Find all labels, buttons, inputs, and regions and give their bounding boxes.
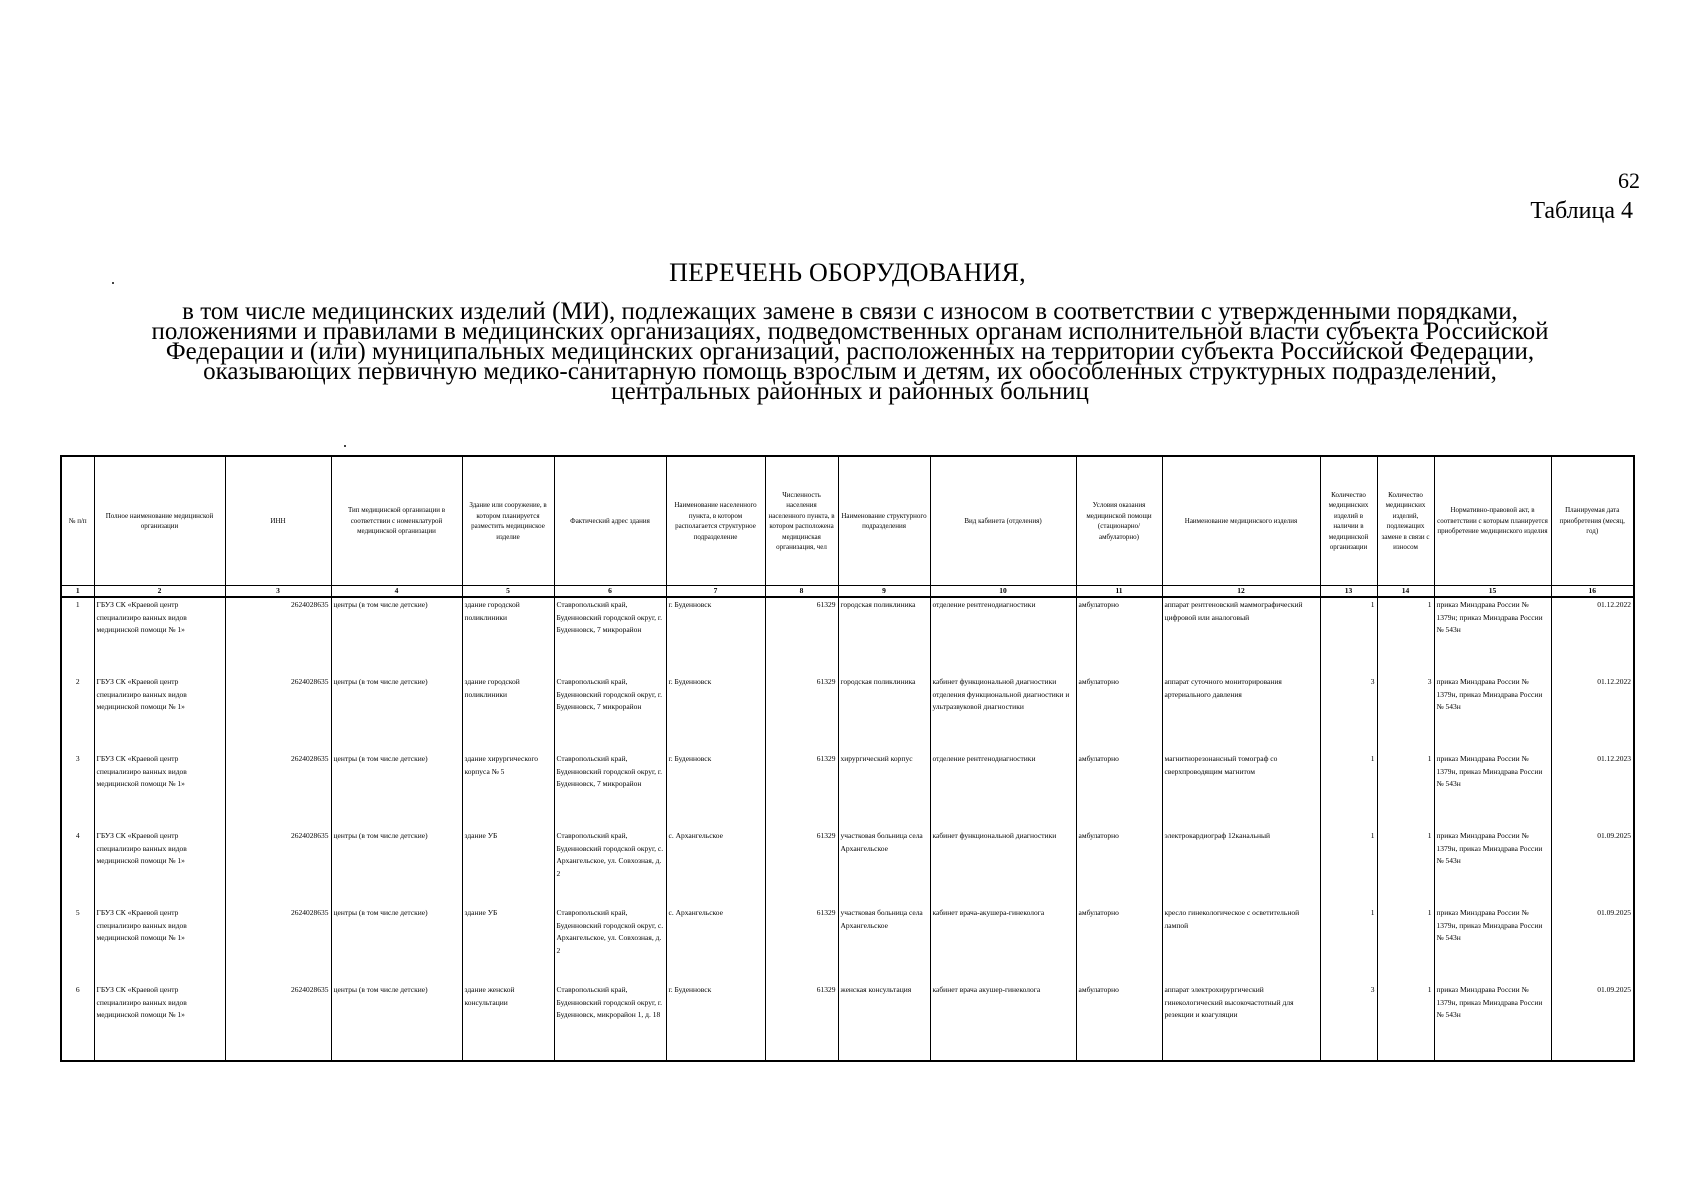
column-number: 3	[225, 586, 331, 598]
header-row	[61, 456, 1634, 586]
count-available-cell: 1	[1320, 829, 1377, 906]
column-header: Нормативно-правовой акт, в соответствии с которым планируется приобретение медицинского изделия	[1434, 456, 1551, 586]
column-number: 9	[838, 586, 930, 598]
purchase-date-cell: 01.12.2022	[1551, 675, 1634, 752]
subdivision-cell: участковая больница села Архангельское	[838, 906, 930, 983]
settlement-cell: г. Буденновск	[666, 675, 765, 752]
subdivision-cell: хирургический корпус	[838, 752, 930, 829]
row-number-cell: 1	[61, 597, 94, 675]
inn-cell: 2624028635	[225, 675, 331, 752]
device-name-cell: кресло гинекологическое с осветительной лампой	[1162, 906, 1320, 983]
column-header: Полное наименование медицинской организации	[94, 456, 225, 586]
column-number: 12	[1162, 586, 1320, 598]
legal-act-cell: приказ Минздрава России № 1379н, приказ Минздрава России № 543н	[1434, 829, 1551, 906]
legal-act-cell: приказ Минздрава России № 1379н, приказ Минздрава России № 543н	[1434, 752, 1551, 829]
org-name-cell: ГБУЗ СК «Краевой центр специализиро ванных видов медицинской помощи № 1»	[94, 829, 225, 906]
care-conditions-cell: амбулаторно	[1076, 752, 1162, 829]
column-header: Условия оказания медицинской помощи (стационарно/амбулаторно)	[1076, 456, 1162, 586]
room-type-cell: кабинет функциональной диагностики	[930, 829, 1076, 906]
population-cell: 61329	[765, 752, 838, 829]
care-conditions-cell: амбулаторно	[1076, 597, 1162, 675]
settlement-cell: г. Буденновск	[666, 597, 765, 675]
care-conditions-cell: амбулаторно	[1076, 906, 1162, 983]
purchase-date-cell: 01.09.2025	[1551, 906, 1634, 983]
device-name-cell: аппарат суточного мониторирования артериального давления	[1162, 675, 1320, 752]
subdivision-cell: городская поликлиника	[838, 675, 930, 752]
column-number: 14	[1377, 586, 1434, 598]
inn-cell: 2624028635	[225, 752, 331, 829]
device-name-cell: аппарат электрохирургический гинекологический высокочастотный для резекции и коагуляции	[1162, 983, 1320, 1061]
scan-speck	[344, 445, 346, 447]
row-number-cell: 3	[61, 752, 94, 829]
address-cell: Ставропольский край, Буденновский городской округ, г. Буденновск, 7 микрорайон	[554, 597, 666, 675]
subtitle-line: оказывающих первичную медико-санитарную помощь взрослым и детям, их обособленных структурных подразделений,	[203, 358, 1497, 385]
column-header: Здание или сооружение, в котором планируется разместить медицинское изделие	[462, 456, 554, 586]
population-cell: 61329	[765, 597, 838, 675]
column-number: 6	[554, 586, 666, 598]
legal-act-cell: приказ Минздрава России № 1379н, приказ Минздрава России № 543н	[1434, 906, 1551, 983]
address-cell: Ставропольский край, Буденновский городской округ, г. Буденновск, микрорайон 1, д. 18	[554, 983, 666, 1061]
column-number: 4	[331, 586, 462, 598]
org-type-cell: центры (в том числе детские)	[331, 983, 462, 1061]
table-row	[61, 675, 1634, 752]
legal-act-cell: приказ Минздрава России № 1379н; приказ Минздрава России № 543н	[1434, 597, 1551, 675]
table-row	[61, 983, 1634, 1061]
column-number: 15	[1434, 586, 1551, 598]
row-number-cell: 4	[61, 829, 94, 906]
page-number: 62	[1618, 168, 1640, 193]
building-cell: здание женской консультации	[462, 983, 554, 1061]
table-row	[61, 829, 1634, 906]
building-cell: здание городской поликлиники	[462, 597, 554, 675]
purchase-date-cell: 01.09.2025	[1551, 829, 1634, 906]
row-number-cell: 6	[61, 983, 94, 1061]
device-name-cell: электрокардиограф 12канальный	[1162, 829, 1320, 906]
building-cell: здание УБ	[462, 829, 554, 906]
count-available-cell: 3	[1320, 983, 1377, 1061]
inn-cell: 2624028635	[225, 829, 331, 906]
row-number-cell: 2	[61, 675, 94, 752]
settlement-cell: с. Архангельское	[666, 829, 765, 906]
room-type-cell: кабинет врача акушер-гинеколога	[930, 983, 1076, 1061]
org-name-cell: ГБУЗ СК «Краевой центр специализиро ванных видов медицинской помощи № 1»	[94, 752, 225, 829]
column-header: Количество медицинских изделий, подлежащих замене в связи с износом	[1377, 456, 1434, 586]
column-number: 13	[1320, 586, 1377, 598]
column-number: 2	[94, 586, 225, 598]
room-type-cell: кабинет врача-акушера-гинеколога	[930, 906, 1076, 983]
address-cell: Ставропольский край, Буденновский городской округ, с. Архангельское, ул. Совхозная, д. 2	[554, 906, 666, 983]
column-header: № п/п	[61, 456, 94, 586]
table-body	[61, 597, 1634, 1061]
org-name-cell: ГБУЗ СК «Краевой центр специализиро ванных видов медицинской помощи № 1»	[94, 675, 225, 752]
count-available-cell: 1	[1320, 597, 1377, 675]
device-name-cell: аппарат рентгеновский маммографический цифровой или аналоговый	[1162, 597, 1320, 675]
scan-speck	[112, 282, 114, 284]
building-cell: здание УБ	[462, 906, 554, 983]
address-cell: Ставропольский край, Буденновский городской округ, г. Буденновск, 7 микрорайон	[554, 675, 666, 752]
address-cell: Ставропольский край, Буденновский городской округ, г. Буденновск, 7 микрорайон	[554, 752, 666, 829]
column-header: Количество медицинских изделий в наличии в медицинской организации	[1320, 456, 1377, 586]
column-header: Наименование структурного подразделения	[838, 456, 930, 586]
subtitle-line: Федерации и (или) муниципальных медицинских организаций, расположенных на территории субъекта Российской Федерации,	[165, 338, 1535, 365]
settlement-cell: г. Буденновск	[666, 752, 765, 829]
org-name-cell: ГБУЗ СК «Краевой центр специализиро ванных видов медицинской помощи № 1»	[94, 597, 225, 675]
table-row	[61, 752, 1634, 829]
room-type-cell: отделение рентгенодиагностики	[930, 597, 1076, 675]
column-header: ИНН	[225, 456, 331, 586]
count-available-cell: 1	[1320, 752, 1377, 829]
inn-cell: 2624028635	[225, 597, 331, 675]
settlement-cell: г. Буденновск	[666, 983, 765, 1061]
legal-act-cell: приказ Минздрава России № 1379н, приказ Минздрава России № 543н	[1434, 983, 1551, 1061]
column-number: 10	[930, 586, 1076, 598]
population-cell: 61329	[765, 829, 838, 906]
subtitle-line: в том числе медицинских изделий (МИ), подлежащих замене в связи с износом в соответствии с утвержденными порядками,	[182, 298, 1518, 325]
column-number-row	[61, 586, 1634, 598]
column-number: 1	[61, 586, 94, 598]
document-title: ПЕРЕЧЕНЬ ОБОРУДОВАНИЯ,	[669, 258, 1026, 287]
count-to-replace-cell: 3	[1377, 675, 1434, 752]
org-name-cell: ГБУЗ СК «Краевой центр специализиро ванных видов медицинской помощи № 1»	[94, 983, 225, 1061]
count-to-replace-cell: 1	[1377, 983, 1434, 1061]
room-type-cell: кабинет функциональной диагностики отделения функциональной диагностики и ультразвуковой диагностики	[930, 675, 1076, 752]
population-cell: 61329	[765, 983, 838, 1061]
subdivision-cell: городская поликлиника	[838, 597, 930, 675]
purchase-date-cell: 01.09.2025	[1551, 983, 1634, 1061]
room-type-cell: отделение рентгенодиагностики	[930, 752, 1076, 829]
count-to-replace-cell: 1	[1377, 829, 1434, 906]
population-cell: 61329	[765, 906, 838, 983]
org-type-cell: центры (в том числе детские)	[331, 906, 462, 983]
inn-cell: 2624028635	[225, 906, 331, 983]
document-subtitle	[60, 298, 1640, 405]
table-row	[61, 597, 1634, 675]
table-row	[61, 906, 1634, 983]
column-number: 8	[765, 586, 838, 598]
address-cell: Ставропольский край, Буденновский городской округ, с. Архангельское, ул. Совхозная, д. 2	[554, 829, 666, 906]
count-available-cell: 3	[1320, 675, 1377, 752]
org-type-cell: центры (в том числе детские)	[331, 597, 462, 675]
settlement-cell: с. Архангельское	[666, 906, 765, 983]
count-to-replace-cell: 1	[1377, 597, 1434, 675]
subtitle-line: центральных районных и районных больниц	[611, 378, 1089, 405]
building-cell: здание городской поликлиники	[462, 675, 554, 752]
column-number: 11	[1076, 586, 1162, 598]
row-number-cell: 5	[61, 906, 94, 983]
column-header: Наименование медицинского изделия	[1162, 456, 1320, 586]
column-number: 16	[1551, 586, 1634, 598]
count-to-replace-cell: 1	[1377, 906, 1434, 983]
column-header: Вид кабинета (отделения)	[930, 456, 1076, 586]
org-type-cell: центры (в том числе детские)	[331, 829, 462, 906]
purchase-date-cell: 01.12.2023	[1551, 752, 1634, 829]
subdivision-cell: участковая больница села Архангельское	[838, 829, 930, 906]
column-number: 7	[666, 586, 765, 598]
population-cell: 61329	[765, 675, 838, 752]
column-number: 5	[462, 586, 554, 598]
care-conditions-cell: амбулаторно	[1076, 983, 1162, 1061]
count-available-cell: 1	[1320, 906, 1377, 983]
purchase-date-cell: 01.12.2022	[1551, 597, 1634, 675]
table-caption: Таблица 4	[1530, 198, 1633, 224]
device-name-cell: магнитнорезонансный томограф со сверхпроводящим магнитом	[1162, 752, 1320, 829]
org-type-cell: центры (в том числе детские)	[331, 675, 462, 752]
equipment-table	[60, 455, 1635, 1062]
column-header: Фактический адрес здания	[554, 456, 666, 586]
org-name-cell: ГБУЗ СК «Краевой центр специализиро ванных видов медицинской помощи № 1»	[94, 906, 225, 983]
column-header: Планируемая дата приобретения (месяц, год)	[1551, 456, 1634, 586]
column-header: Тип медицинской организации в соответствии с номенклатурой медицинской организации	[331, 456, 462, 586]
count-to-replace-cell: 1	[1377, 752, 1434, 829]
care-conditions-cell: амбулаторно	[1076, 675, 1162, 752]
legal-act-cell: приказ Минздрава России № 1379н, приказ Минздрава России № 543н	[1434, 675, 1551, 752]
org-type-cell: центры (в том числе детские)	[331, 752, 462, 829]
building-cell: здание хирургического корпуса № 5	[462, 752, 554, 829]
inn-cell: 2624028635	[225, 983, 331, 1061]
column-header: Наименование населенного пункта, в котором располагается структурное подразделение	[666, 456, 765, 586]
subdivision-cell: женская консультация	[838, 983, 930, 1061]
care-conditions-cell: амбулаторно	[1076, 829, 1162, 906]
subtitle-line: положениями и правилами в медицинских организациях, подведомственных органам исполнительной власти субъекта Российской	[151, 318, 1549, 345]
column-header: Численность населения населенного пункта, в котором расположена медицинская организация, чел	[765, 456, 838, 586]
